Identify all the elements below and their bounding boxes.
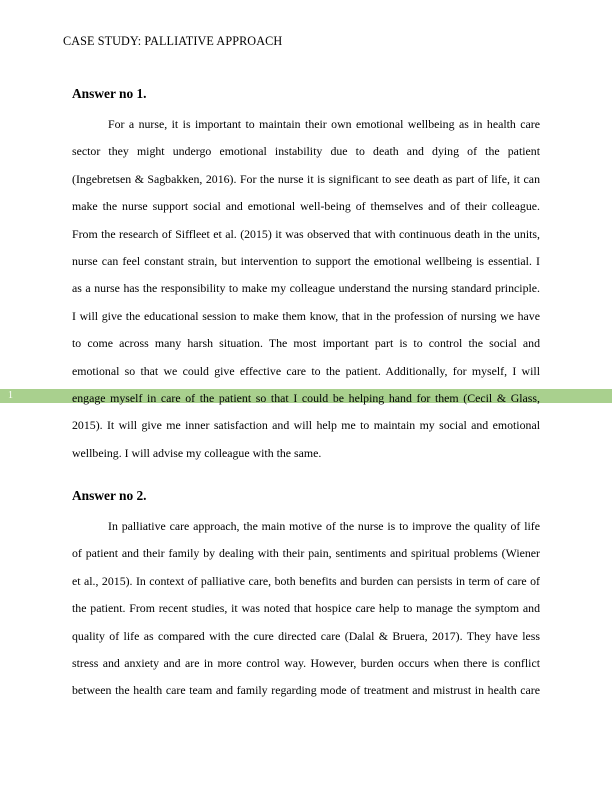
- paragraph-line: For a nurse, it is important to maintain their own emotional wellbeing as in health care: [108, 117, 540, 131]
- paragraph-line: make the nurse support social and emotional well-being of themselves and of their colleague.: [72, 199, 540, 214]
- paragraph-line: engage myself in care of the patient so that I could be helping hand for them (Cecil & Glass,: [72, 390, 540, 405]
- paragraph-line: sector they might undergo emotional instability due to death and dying of the patient: [72, 144, 540, 159]
- paragraph-line: nurse can feel constant strain, but intervention to support the emotional wellbeing is essential. I: [72, 253, 540, 268]
- paragraph-line: quality of life as compared with the cure directed care (Dalal & Bruera, 2017). They have less: [72, 628, 540, 643]
- paragraph-line: wellbeing. I will advise my colleague with the same.: [72, 445, 322, 460]
- paragraph-line: between the health care team and family regarding mode of treatment and mistrust in health care: [72, 683, 540, 698]
- paragraph-line: et al., 2015). In context of palliative care, both benefits and burden can persists in term of care of: [72, 573, 540, 588]
- answer-1-heading: Answer no 1.: [72, 86, 147, 101]
- answer-2-paragraph: [72, 518, 540, 710]
- paragraph-line: stress and anxiety and are in more control way. However, burden occurs when there is conflict: [72, 655, 540, 670]
- answer-1-paragraph: [72, 116, 540, 472]
- paragraph-line: the patient. From recent studies, it was noted that hospice care help to manage the symptom and: [72, 601, 540, 616]
- paragraph-line: as a nurse has the responsibility to make my colleague understand the nursing standard principle.: [72, 281, 540, 296]
- paragraph-line: of patient and their family by dealing with their pain, sentiments and spiritual problems (Wiener: [72, 546, 540, 561]
- line-number: 1: [8, 390, 13, 401]
- paragraph-line: From the research of Siffleet et al. (2015) it was observed that with continuous death in the units,: [72, 226, 540, 241]
- running-head: CASE STUDY: PALLIATIVE APPROACH: [63, 34, 283, 48]
- paragraph-line: emotional so that we could give effective care to the patient. Additionally, for myself, I will: [72, 363, 540, 378]
- paragraph-line: In palliative care approach, the main motive of the nurse is to improve the quality of life: [108, 519, 540, 533]
- paragraph-line: 2015). It will give me inner satisfaction and will help me to maintain my social and emotional: [72, 418, 540, 433]
- paragraph-line: (Ingebretsen & Sagbakken, 2016). For the nurse it is significant to see death as part of life, it can: [72, 171, 540, 186]
- paragraph-line: to come across many harsh situation. The most important part is to control the social and: [72, 336, 540, 351]
- paragraph-line: I will give the educational session to make them know, that in the profession of nursing we have: [72, 308, 540, 323]
- answer-2-heading: Answer no 2.: [72, 488, 147, 503]
